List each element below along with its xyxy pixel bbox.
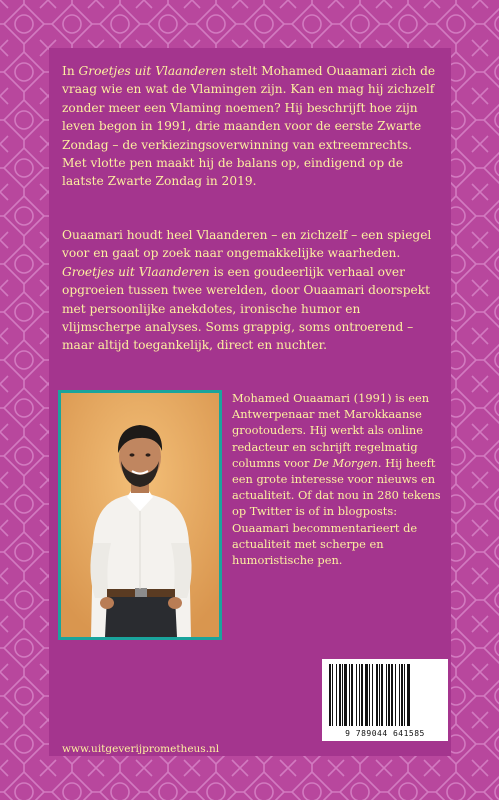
barcode-bar	[336, 664, 337, 726]
barcode-bar	[361, 664, 363, 726]
barcode-bar	[359, 664, 360, 726]
barcode-bar	[329, 664, 331, 726]
blurb-p1-prefix: In	[62, 64, 79, 78]
author-photo	[58, 390, 222, 640]
barcode-bar	[381, 664, 383, 726]
barcode-bar	[332, 664, 333, 726]
blurb-p1-text: stelt Mohamed Ouaamari zich de vraag wie en wat de Vlamingen zijn. Kan en mag hij zichzelf zonder meer een Vlaming noemen? Hij beschrijft hoe zijn leven begon in 1991, drie maanden voor de eerste Zwarte Zondag – de verkiezingsoverwinning van extreemrechts. Met vlotte pen maakt hij de balans op, eindigend op de laatste Zwarte Zondag in 2019.	[62, 64, 436, 189]
isbn-digits: 9 789044 641585	[345, 729, 425, 738]
barcode-bar	[351, 664, 353, 726]
barcode-bar	[369, 664, 370, 726]
newspaper-name: De Morgen	[313, 455, 378, 470]
publisher-website-link[interactable]: www.uitgeverijprometheus.nl	[62, 743, 220, 755]
barcode-bar	[386, 664, 387, 726]
book-title-italic-2: Groetjes uit Vlaanderen	[62, 264, 210, 279]
barcode-bar	[379, 664, 380, 726]
bio-text-start: Mohamed Ouaamari (1991) is een Antwerpenaar met Marokkaanse grootouders. Hij werkt als online redacteur en schrijft regelmatig columns voor	[232, 391, 430, 470]
bio-text-end: . Hij heeft een grote interesse voor nieuws en actualiteit. Of dat nou in 280 tekens op Twitter is of in blogposts: Ouaamari becommentarieert de actualiteit met scherpe en humoristische pen.	[232, 455, 441, 568]
barcode-bar	[339, 664, 341, 726]
blurb-p2-start: Ouaamari houdt heel Vlaanderen – en zichzelf – een spiegel voor en gaat op zoek naar ongemakkelijke waarheden.	[62, 228, 432, 261]
barcode-bar	[395, 664, 396, 726]
blurb-paragraph-2	[62, 226, 440, 355]
barcode-bar	[344, 664, 347, 726]
barcode-bar	[407, 664, 410, 726]
blurb-paragraph-1	[62, 62, 440, 191]
blurb-p2-text: is een goudeerlijk verhaal over opgroeien tussen twee werelden, door Ouaamari doorspekt met persoonlijke anekdotes, ironische humor en vlijmscherpe analyses. Soms grappig, soms ontroerend – maar altijd toegankelijk, direct en nuchter.	[62, 264, 430, 353]
barcode-bar	[349, 664, 350, 726]
barcode-bar	[388, 664, 390, 726]
barcode-bars	[327, 664, 443, 726]
barcode-bar	[365, 664, 368, 726]
book-title-italic: Groetjes uit Vlaanderen	[78, 64, 227, 78]
barcode-bar	[399, 664, 400, 726]
author-bio	[232, 390, 444, 568]
barcode-bar	[401, 664, 403, 726]
barcode-bar	[372, 664, 373, 726]
barcode-bar	[342, 664, 343, 726]
isbn-barcode	[322, 659, 448, 741]
barcode-bar	[391, 664, 393, 726]
barcode-bar	[356, 664, 357, 726]
barcode-bar	[376, 664, 378, 726]
barcode-bar	[404, 664, 405, 726]
